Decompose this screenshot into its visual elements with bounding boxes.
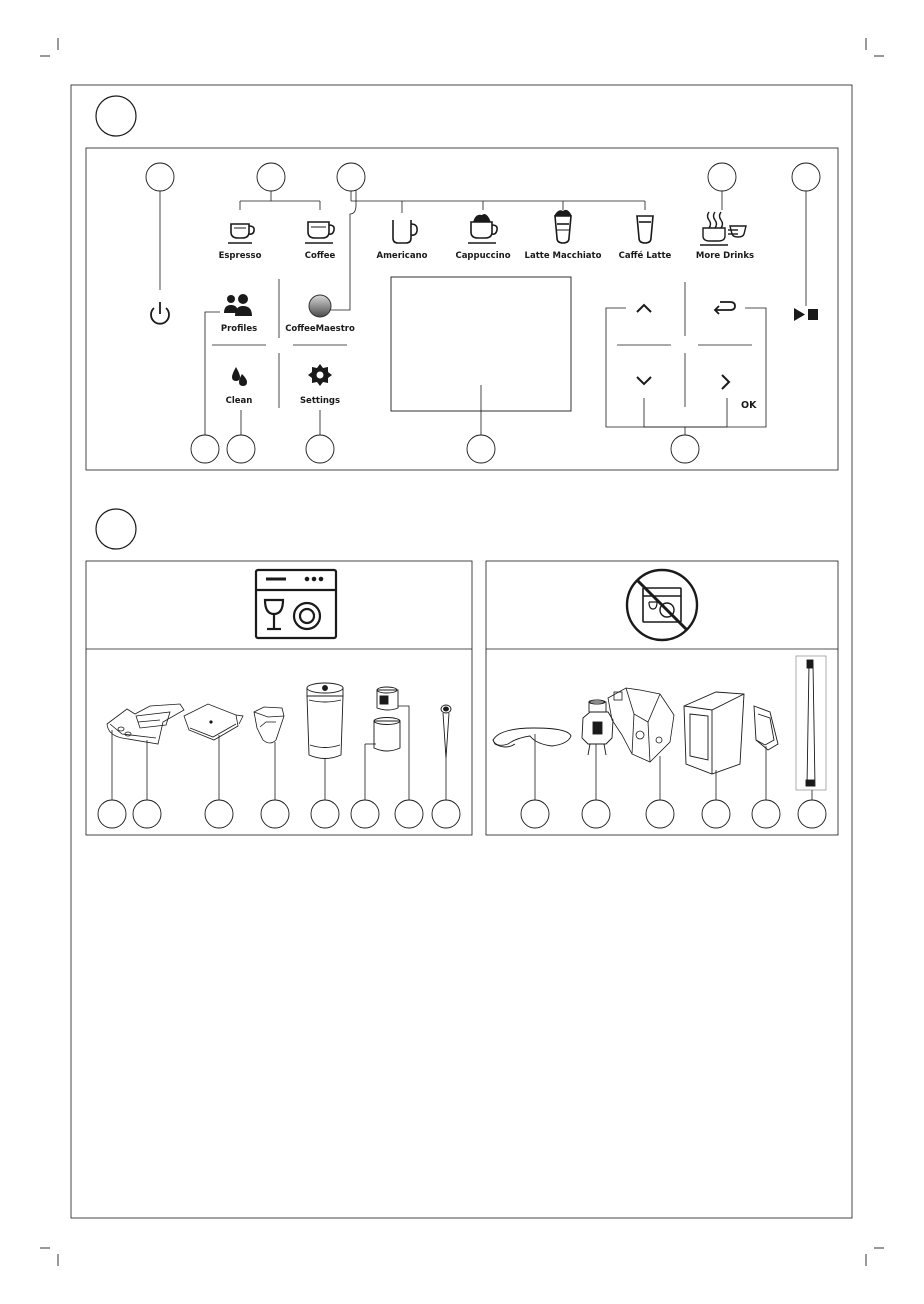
chevron-right-icon: [722, 375, 729, 389]
part-drip-tray-assembly: [107, 704, 184, 744]
drink-label-americano: Americano: [376, 251, 428, 261]
drink-label-caffe-latte: Caffé Latte: [618, 251, 672, 261]
back-arrow-icon: [715, 302, 735, 314]
part-measuring-scoop: [441, 705, 451, 758]
no-dishwasher-icon: [627, 570, 697, 640]
part-brewing-unit: [608, 688, 674, 762]
drink-label-more-drinks: More Drinks: [695, 251, 755, 261]
drink-label-coffee: Coffee: [304, 251, 336, 261]
more-drinks-icon: [700, 212, 746, 245]
chevron-down-icon: [637, 377, 651, 384]
section-a-circle: [96, 96, 136, 136]
settings-icon: [308, 364, 332, 386]
americano-icon: [393, 220, 417, 243]
caffe-latte-icon: [637, 216, 653, 243]
drink-label-espresso: Espresso: [218, 251, 262, 261]
callout-circles-bottom: [191, 435, 699, 463]
drink-label-cappuccino: Cappuccino: [455, 251, 511, 261]
coffeemaestro-icon: [309, 295, 331, 317]
part-milk-jug: [307, 683, 343, 759]
clean-label: Clean: [225, 396, 253, 406]
play-stop-icon: [794, 308, 818, 321]
latte-macchiato-icon: [555, 211, 571, 243]
clean-icon: [232, 367, 247, 386]
coffeemaestro-label: CoffeeMaestro: [285, 324, 355, 334]
dishwasher-safe-panel: [86, 561, 472, 835]
part-brewing-unit-small: [582, 700, 613, 755]
parts-callout-circles: [98, 800, 826, 828]
dishwasher-icon: [256, 570, 336, 638]
section-b-circle: [96, 509, 136, 549]
ok-label: OK: [741, 400, 757, 411]
part-milk-frother-tube: [374, 718, 400, 752]
profiles-icon: [224, 294, 252, 316]
profiles-label: Profiles: [220, 324, 258, 334]
control-panel-frame: [86, 148, 838, 470]
crop-marks: [40, 38, 884, 1266]
part-tray-cover: [184, 704, 243, 740]
part-cleaning-brush: [796, 656, 826, 790]
parts-leader-lines: [112, 706, 812, 800]
drink-label-latte-macchiato: Latte Macchiato: [524, 251, 602, 261]
settings-label: Settings: [299, 396, 341, 406]
cappuccino-icon: [468, 215, 497, 243]
callout-circles-top: [146, 163, 820, 191]
espresso-icon: [228, 224, 254, 243]
part-coffee-grounds-drawer: [684, 692, 744, 774]
part-milk-frother-lid: [377, 687, 398, 710]
part-filter-insert: [754, 706, 778, 750]
power-icon: [151, 302, 169, 324]
coffee-icon: [305, 222, 334, 243]
not-dishwasher-safe-panel: [486, 561, 838, 835]
part-drip-tray-grid: [493, 728, 571, 747]
part-grounds-container: [254, 707, 284, 743]
chevron-up-icon: [637, 305, 651, 312]
